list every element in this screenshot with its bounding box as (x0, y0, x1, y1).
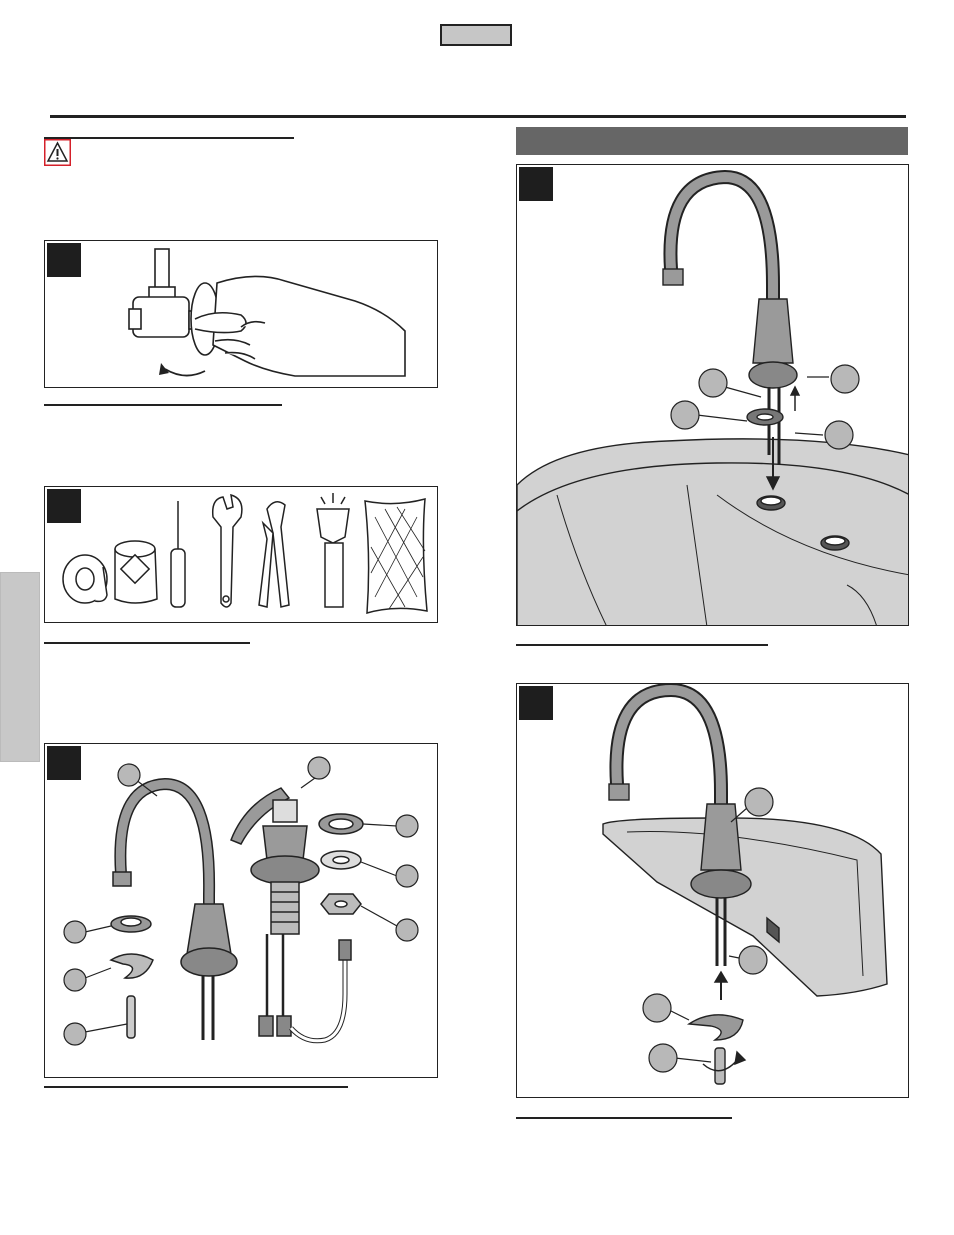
figure-secure-spout (516, 683, 909, 1098)
installation-header-bar (516, 127, 908, 155)
flashlight-icon (317, 493, 349, 607)
section-rule-secure (516, 1117, 732, 1119)
header-rule (50, 115, 906, 118)
section-rule-install (516, 644, 768, 646)
pliers-icon (259, 502, 289, 607)
section-rule-parts (44, 642, 250, 644)
page-language-tab (440, 24, 512, 46)
secure-spout-illustration (517, 684, 909, 1098)
towel-icon (365, 499, 427, 613)
screwdriver-icon (171, 501, 185, 607)
adjustable-wrench-icon (213, 495, 242, 607)
section-rule-parts-end (44, 1086, 348, 1088)
section-rule-warning (44, 137, 294, 139)
tools-illustration (45, 487, 438, 623)
figure-tools (44, 486, 438, 623)
shutoff-valve-illustration (45, 241, 438, 388)
figure-shutoff-valve (44, 240, 438, 388)
plumbers-tape-icon (63, 555, 107, 603)
parts-illustration (45, 744, 438, 1078)
side-section-tab (0, 572, 40, 762)
putty-jar-icon (115, 541, 157, 603)
warning-triangle-icon (44, 139, 71, 166)
section-rule-tools (44, 404, 282, 406)
figure-parts (44, 743, 438, 1078)
install-spout-illustration (517, 165, 909, 626)
figure-install-spout (516, 164, 909, 626)
